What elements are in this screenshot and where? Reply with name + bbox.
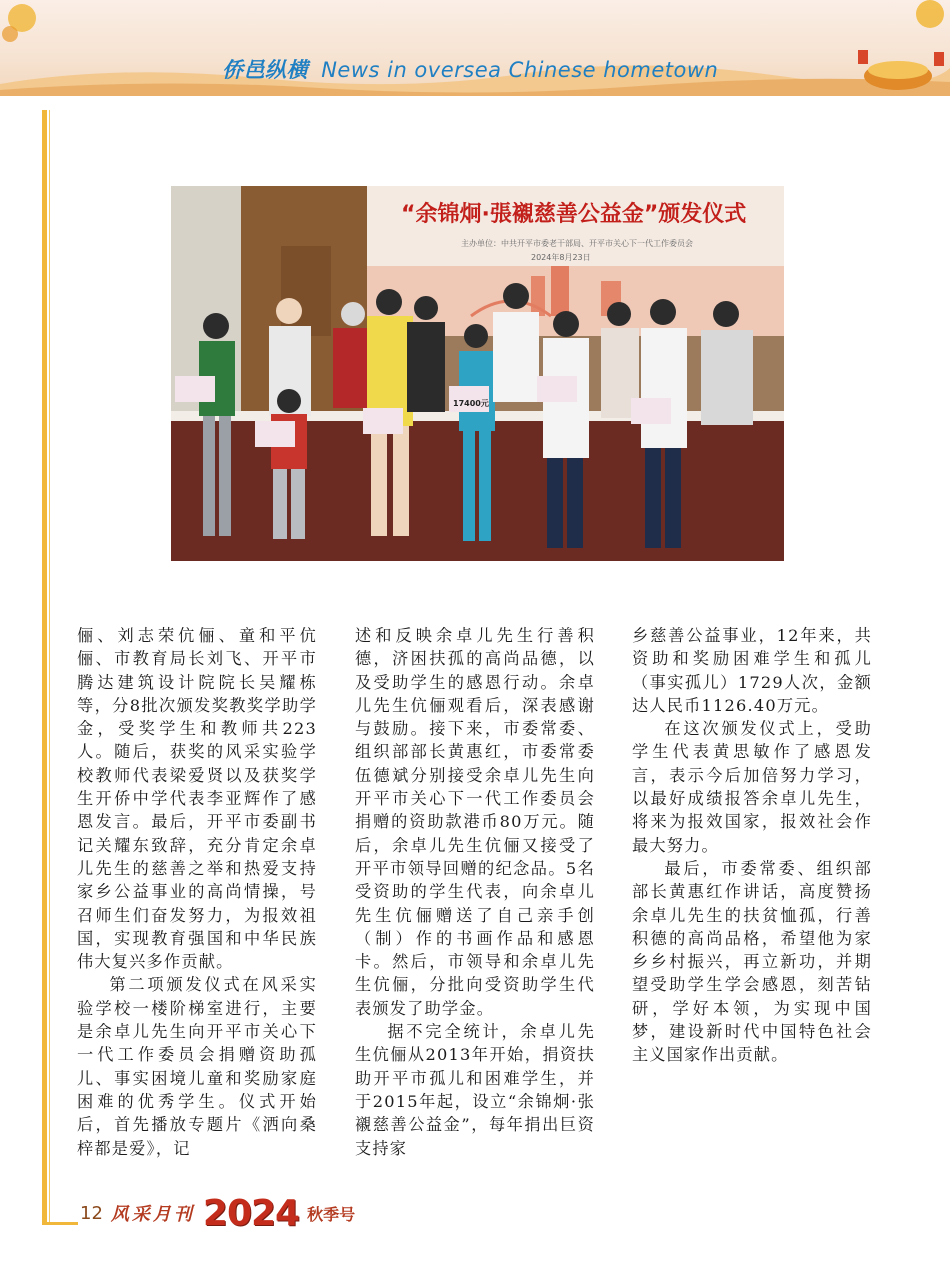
certificate-amount: 17400元 [453,399,489,408]
section-title [222,54,718,84]
wheat-left-icon [0,0,60,60]
article-column-2 [355,624,595,1160]
article-column-3 [632,624,872,1067]
issue-season: 秋季号 [307,1204,356,1224]
harvest-basket-icon [820,0,950,96]
article-column-1 [77,624,317,1160]
paragraph: 据不完全统计，余卓儿先生伉俪从2013年开始，捐资扶助开平市孤儿和困难学生，并于2015年起，设立“余锦炯·张襯慈善公益金”，每年捐出巨资支持家 [355,1022,595,1158]
page-number: 12 [80,1202,103,1224]
screen-organizer: 主办单位：中共开平市委老干部局、开平市关心下一代工作委员会 [461,239,693,248]
paragraph: 第二项颁发仪式在风采实验学校一楼阶梯室进行，主要是余卓儿先生向开平市关心下一代工作委员会捐赠资助孤儿、事实困境儿童和奖励家庭困难的优秀学生。仪式开始后，首先播放专题片《洒向桑梓都是爱》，记 [77,975,317,1158]
ceremony-photo [171,186,784,561]
header-banner [0,0,950,96]
page-footer [80,1193,355,1233]
section-title-cn: 侨邑纵横 [222,58,308,82]
bottom-margin-rule [42,1222,78,1225]
screen-date: 2024年8月23日 [531,253,591,262]
paragraph: 在这次颁发仪式上，受助学生代表黄思敏作了感恩发言，表示今后加倍努力学习，以最好成绩报答余卓儿先生，将来为报效国家，报效社会作最大努力。 [632,719,872,855]
paragraph: 俪、刘志荣伉俪、童和平伉俪、市教育局长刘飞、开平市腾达建筑设计院院长吴耀栋等，分8批次颁发奖教奖学助学金，受奖学生和教师共223人。随后，获奖的风采实验学校教师代表梁爱贤以及获奖学生开侨中学代表李亚辉作了感恩发言。最后，开平市委副书记关耀东致辞，充分肯定余卓儿先生的慈善之举和热爱支持家乡公益事业的高尚情操，号召师生们奋发努力，为报效祖国，实现教育强国和中华民族伟大复兴多作贡献。 [77,626,317,972]
magazine-name: 风采月刊 [110,1204,195,1225]
paragraph: 乡慈善公益事业，12年来，共资助和奖励困难学生和孤儿（事实孤儿）1729人次，金额达人民币1126.40万元。 [632,626,872,715]
issue-year: 2024 [202,1192,300,1234]
screen-title: “余锦炯·張襯慈善公益金”颁发仪式 [401,202,747,227]
section-title-en: News in oversea Chinese hometown [321,58,719,82]
left-margin-rule-thin [49,110,50,1225]
paragraph: 述和反映余卓儿先生行善积德，济困扶孤的高尚品德，以及受助学生的感恩行动。余卓儿先生伉俪观看后，深表感谢与鼓励。接下来，市委常委、组织部部长黄惠红，市委常委伍德斌分别接受余卓儿先生向开平市关心下一代工作委员会捐赠的资助款港币80万元。随后，余卓儿先生伉俪又接受了开平市领导回赠的纪念品。5名受资助的学生代表，向余卓儿先生伉俪赠送了自己亲手创（制）作的书画作品和感恩卡。然后，市领导和余卓儿先生伉俪，分批向受资助学生代表颁发了助学金。 [355,626,595,1018]
paragraph: 最后，市委常委、组织部部长黄惠红作讲话，高度赞扬余卓儿先生的扶贫恤孤，行善积德的高尚品格，希望他为家乡乡村振兴，再立新功，并期望受助学生学会感恩，刻苦钻研，学好本领，为实现中国梦，建设新时代中国特色社会主义国家作出贡献。 [632,858,872,1065]
left-margin-rule [42,110,47,1225]
